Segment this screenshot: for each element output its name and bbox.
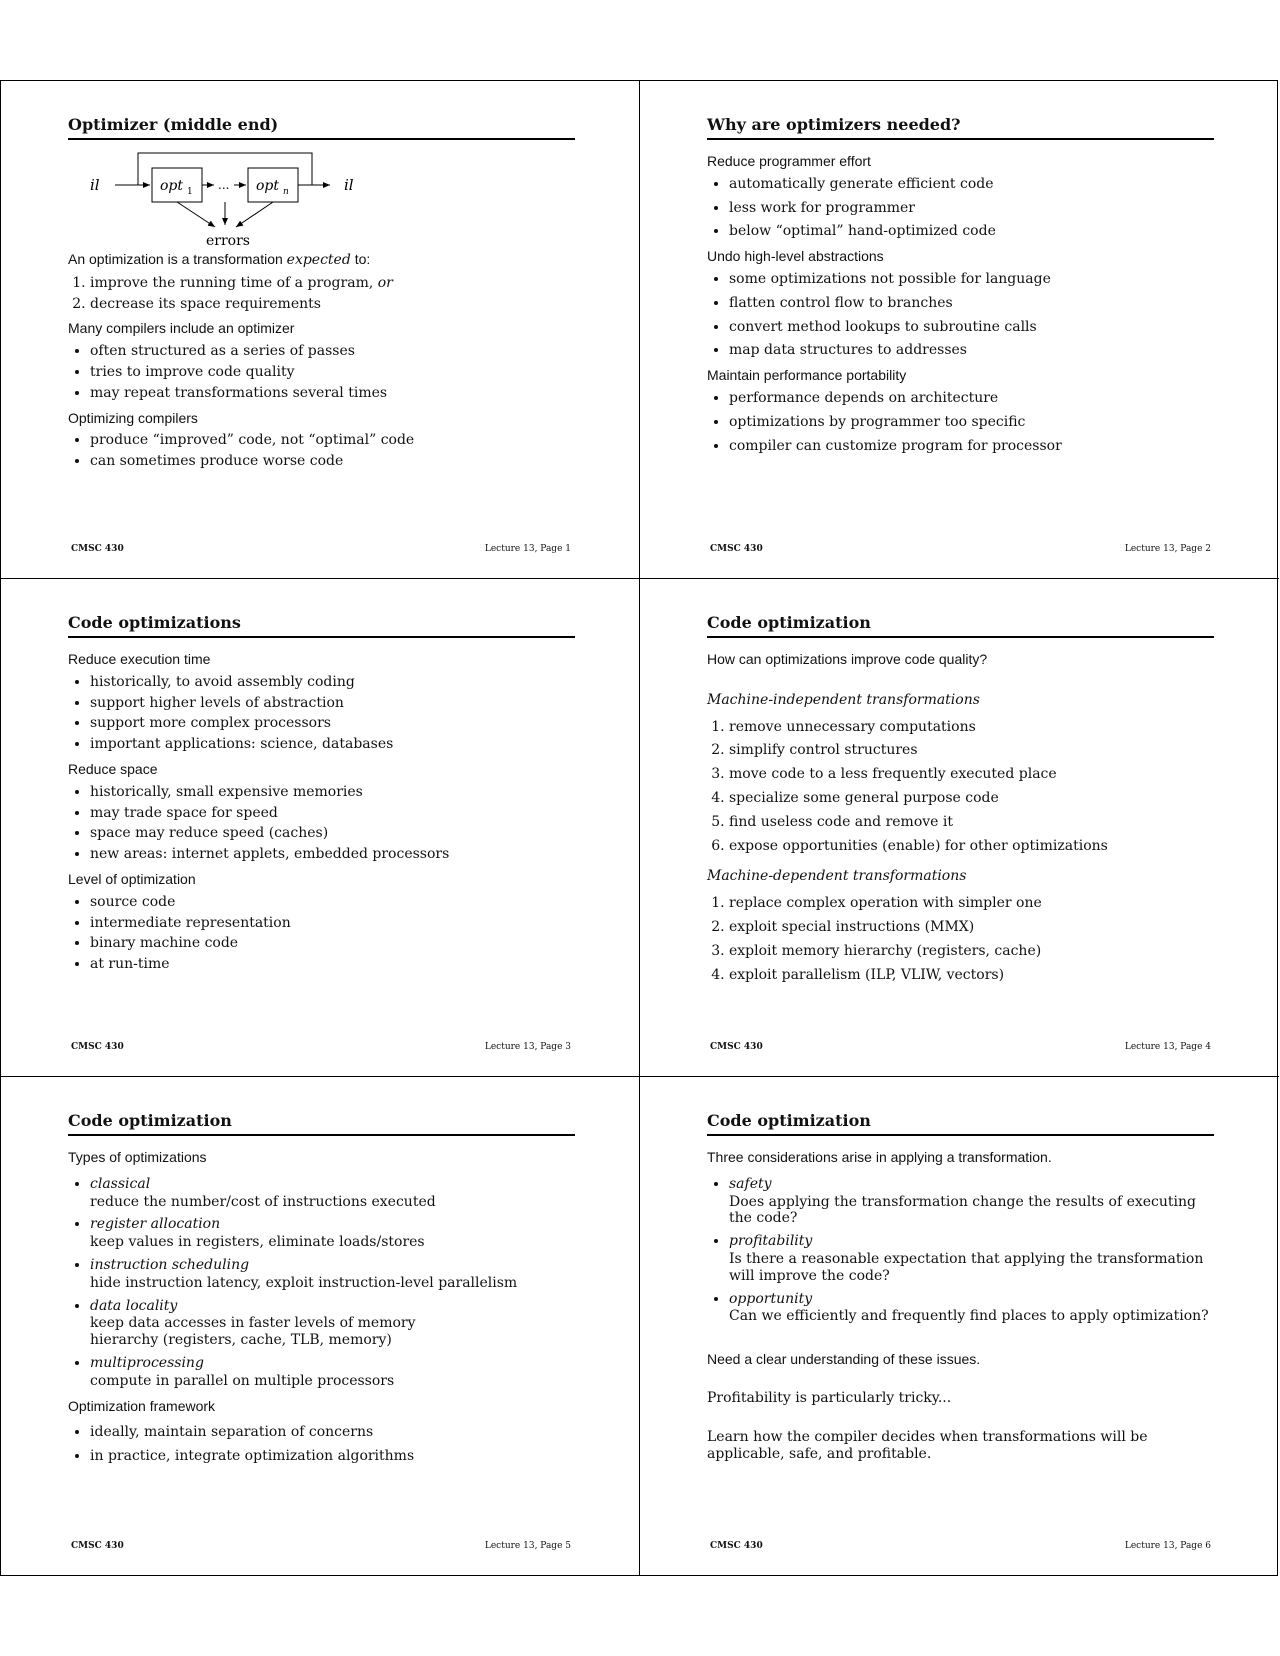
list-item: • intermediate representation	[90, 915, 588, 932]
list-item: • support higher levels of abstraction	[90, 695, 588, 712]
list-item: • source code	[90, 894, 588, 911]
list-item: • binary machine code	[90, 935, 588, 952]
slide-title: Why are optimizers needed?	[707, 115, 1214, 140]
footer-course: CMSC 430	[71, 1042, 124, 1052]
numbered-list	[707, 719, 1227, 855]
list-item: 2. exploit special instructions (MMX)	[729, 919, 1227, 936]
question: How can optimizations improve code quality?	[707, 651, 988, 667]
list-item: • often structured as a series of passes	[90, 343, 588, 360]
list-item: • register allocation keep values in registers, eliminate loads/stores	[90, 1216, 588, 1251]
footer-page: Lecture 13, Page 5	[484, 1541, 571, 1551]
list-item: 4. exploit parallelism (ILP, VLIW, vectors)	[729, 967, 1227, 984]
bullet-list	[707, 390, 1227, 454]
list-item: • performance depends on architecture	[729, 390, 1227, 407]
slide-1	[1, 81, 640, 579]
list-item: • opportunity Can we efficiently and frequently find places to apply optimization?	[729, 1291, 1222, 1326]
arrow	[236, 202, 273, 227]
slide-3	[1, 579, 640, 1077]
optn-subscript: n	[283, 187, 289, 197]
input-il-label: il	[90, 176, 100, 194]
bullet-list	[707, 271, 1227, 359]
slide-title: Code optimizations	[68, 613, 575, 638]
slide-title: Optimizer (middle end)	[68, 115, 575, 140]
arrow	[177, 202, 215, 227]
types-list	[68, 1176, 588, 1390]
numbered-list	[707, 895, 1227, 983]
list-item: • historically, to avoid assembly coding	[90, 674, 588, 691]
intro-line: An optimization is a transformation expected to:	[68, 251, 371, 268]
section-heading: Reduce space	[68, 760, 158, 777]
footer-page: Lecture 13, Page 2	[1124, 544, 1211, 554]
list-item: 1. improve the running time of a program, or	[90, 275, 588, 292]
slide-body	[707, 651, 1227, 991]
list-item: 2. simplify control structures	[729, 742, 1227, 759]
slide-title: Code optimization	[68, 1111, 575, 1136]
list-item: • safety Does applying the transformation change the results of executing the code?	[729, 1176, 1222, 1227]
list-item: • space may reduce speed (caches)	[90, 825, 588, 842]
need-statement: Need a clear understanding of these issues.	[707, 1351, 981, 1368]
list-item: • support more complex processors	[90, 715, 588, 732]
slide-grid	[0, 80, 1278, 1576]
tricky-statement: Profitability is particularly tricky...	[707, 1389, 952, 1406]
slide-4	[640, 579, 1279, 1077]
slide-2	[640, 81, 1279, 579]
footer-course: CMSC 430	[710, 1541, 763, 1551]
list-item: 6. expose opportunities (enable) for other optimizations	[729, 838, 1227, 855]
footer-course: CMSC 430	[710, 1042, 763, 1052]
list-item: 5. find useless code and remove it	[729, 814, 1227, 831]
footer-course: CMSC 430	[71, 544, 124, 554]
list-item: • may trade space for speed	[90, 805, 588, 822]
footer-page: Lecture 13, Page 1	[484, 544, 571, 554]
slide-body	[68, 1149, 588, 1473]
list-item: 3. move code to a less frequently executed place	[729, 766, 1227, 783]
list-item: • compiler can customize program for processor	[729, 438, 1227, 455]
goal-list	[68, 275, 588, 313]
optn-label: opt	[256, 178, 280, 194]
list-item: • new areas: internet applets, embedded processors	[90, 846, 588, 863]
dots-label: ...	[218, 178, 230, 192]
list-item: • important applications: science, databases	[90, 736, 588, 753]
section-heading: Reduce programmer effort	[707, 153, 871, 169]
section-heading: Maintain performance portability	[707, 367, 907, 384]
output-il-label: il	[344, 176, 354, 194]
slide-body	[68, 145, 588, 478]
footer-page: Lecture 13, Page 3	[484, 1042, 571, 1052]
list-item: • optimizations by programmer too specific	[729, 414, 1227, 431]
bullet-list	[68, 1424, 588, 1465]
slide-body	[707, 153, 1227, 462]
list-item: 2. decrease its space requirements	[90, 296, 588, 313]
list-item: • historically, small expensive memories	[90, 784, 588, 801]
list-item: 1. replace complex operation with simpler one	[729, 895, 1227, 912]
section-heading: Many compilers include an optimizer	[68, 320, 295, 337]
list-item: • tries to improve code quality	[90, 364, 588, 381]
footer-page: Lecture 13, Page 6	[1124, 1541, 1211, 1551]
list-item: • some optimizations not possible for language	[729, 271, 1227, 288]
list-item: • automatically generate efficient code	[729, 176, 1227, 193]
list-item: • produce “improved” code, not “optimal” code	[90, 432, 588, 449]
list-item: • in practice, integrate optimization algorithms	[90, 1448, 588, 1465]
list-item: • can sometimes produce worse code	[90, 453, 588, 470]
bullet-list	[68, 894, 588, 973]
list-item: • convert method lookups to subroutine calls	[729, 319, 1227, 336]
list-item: • profitability Is there a reasonable expectation that applying the transformation will improve the code?	[729, 1233, 1222, 1284]
section-heading: Optimization framework	[68, 1397, 216, 1414]
footer-course: CMSC 430	[71, 1541, 124, 1551]
list-item: • map data structures to addresses	[729, 342, 1227, 359]
slide-5	[1, 1077, 640, 1575]
considerations-list	[707, 1176, 1222, 1325]
list-item: • flatten control flow to branches	[729, 295, 1227, 312]
section-heading: Reduce execution time	[68, 651, 211, 667]
slide-title: Code optimization	[707, 613, 1214, 638]
optimizer-pipeline-diagram	[68, 149, 388, 249]
learn-statement: Learn how the compiler decides when transformations will be applicable, safe, and profitable.	[707, 1428, 1148, 1462]
slide-body	[68, 651, 588, 981]
bullet-list	[68, 674, 588, 753]
list-item: • less work for programmer	[729, 200, 1227, 217]
list-item: • at run-time	[90, 956, 588, 973]
section-heading: Machine-dependent transformations	[707, 868, 967, 885]
slide-body	[707, 1149, 1222, 1476]
slide-title: Code optimization	[707, 1111, 1214, 1136]
list-item: • data locality keep data accesses in faster levels of memory hierarchy (registers, cache, TLB, memory)	[90, 1298, 588, 1349]
list-item: • below “optimal” hand-optimized code	[729, 223, 1227, 240]
section-heading: Level of optimization	[68, 870, 196, 887]
list-item: • instruction scheduling hide instruction latency, exploit instruction-level parallelism	[90, 1257, 588, 1292]
opt1-label: opt	[160, 178, 184, 194]
bullet-list	[68, 784, 588, 863]
list-item: • classical reduce the number/cost of instructions executed	[90, 1176, 588, 1211]
list-item: 1. remove unnecessary computations	[729, 719, 1227, 736]
list-item: 4. specialize some general purpose code	[729, 790, 1227, 807]
footer-course: CMSC 430	[710, 544, 763, 554]
bullet-list	[68, 343, 588, 401]
bullet-list	[707, 176, 1227, 240]
section-heading: Machine-independent transformations	[707, 691, 980, 708]
list-item: • ideally, maintain separation of concerns	[90, 1424, 588, 1441]
section-heading: Optimizing compilers	[68, 409, 198, 426]
errors-label: errors	[206, 233, 250, 249]
footer-page: Lecture 13, Page 4	[1124, 1042, 1211, 1052]
section-heading: Undo high-level abstractions	[707, 248, 884, 265]
opt1-subscript: 1	[187, 187, 193, 197]
bullet-list	[68, 432, 588, 470]
list-item: • may repeat transformations several times	[90, 385, 588, 402]
list-item: • multiprocessing compute in parallel on multiple processors	[90, 1355, 588, 1390]
slide-6	[640, 1077, 1279, 1575]
intro-line: Three considerations arise in applying a transformation.	[707, 1149, 1052, 1165]
section-heading: Types of optimizations	[68, 1149, 207, 1165]
list-item: 3. exploit memory hierarchy (registers, cache)	[729, 943, 1227, 960]
